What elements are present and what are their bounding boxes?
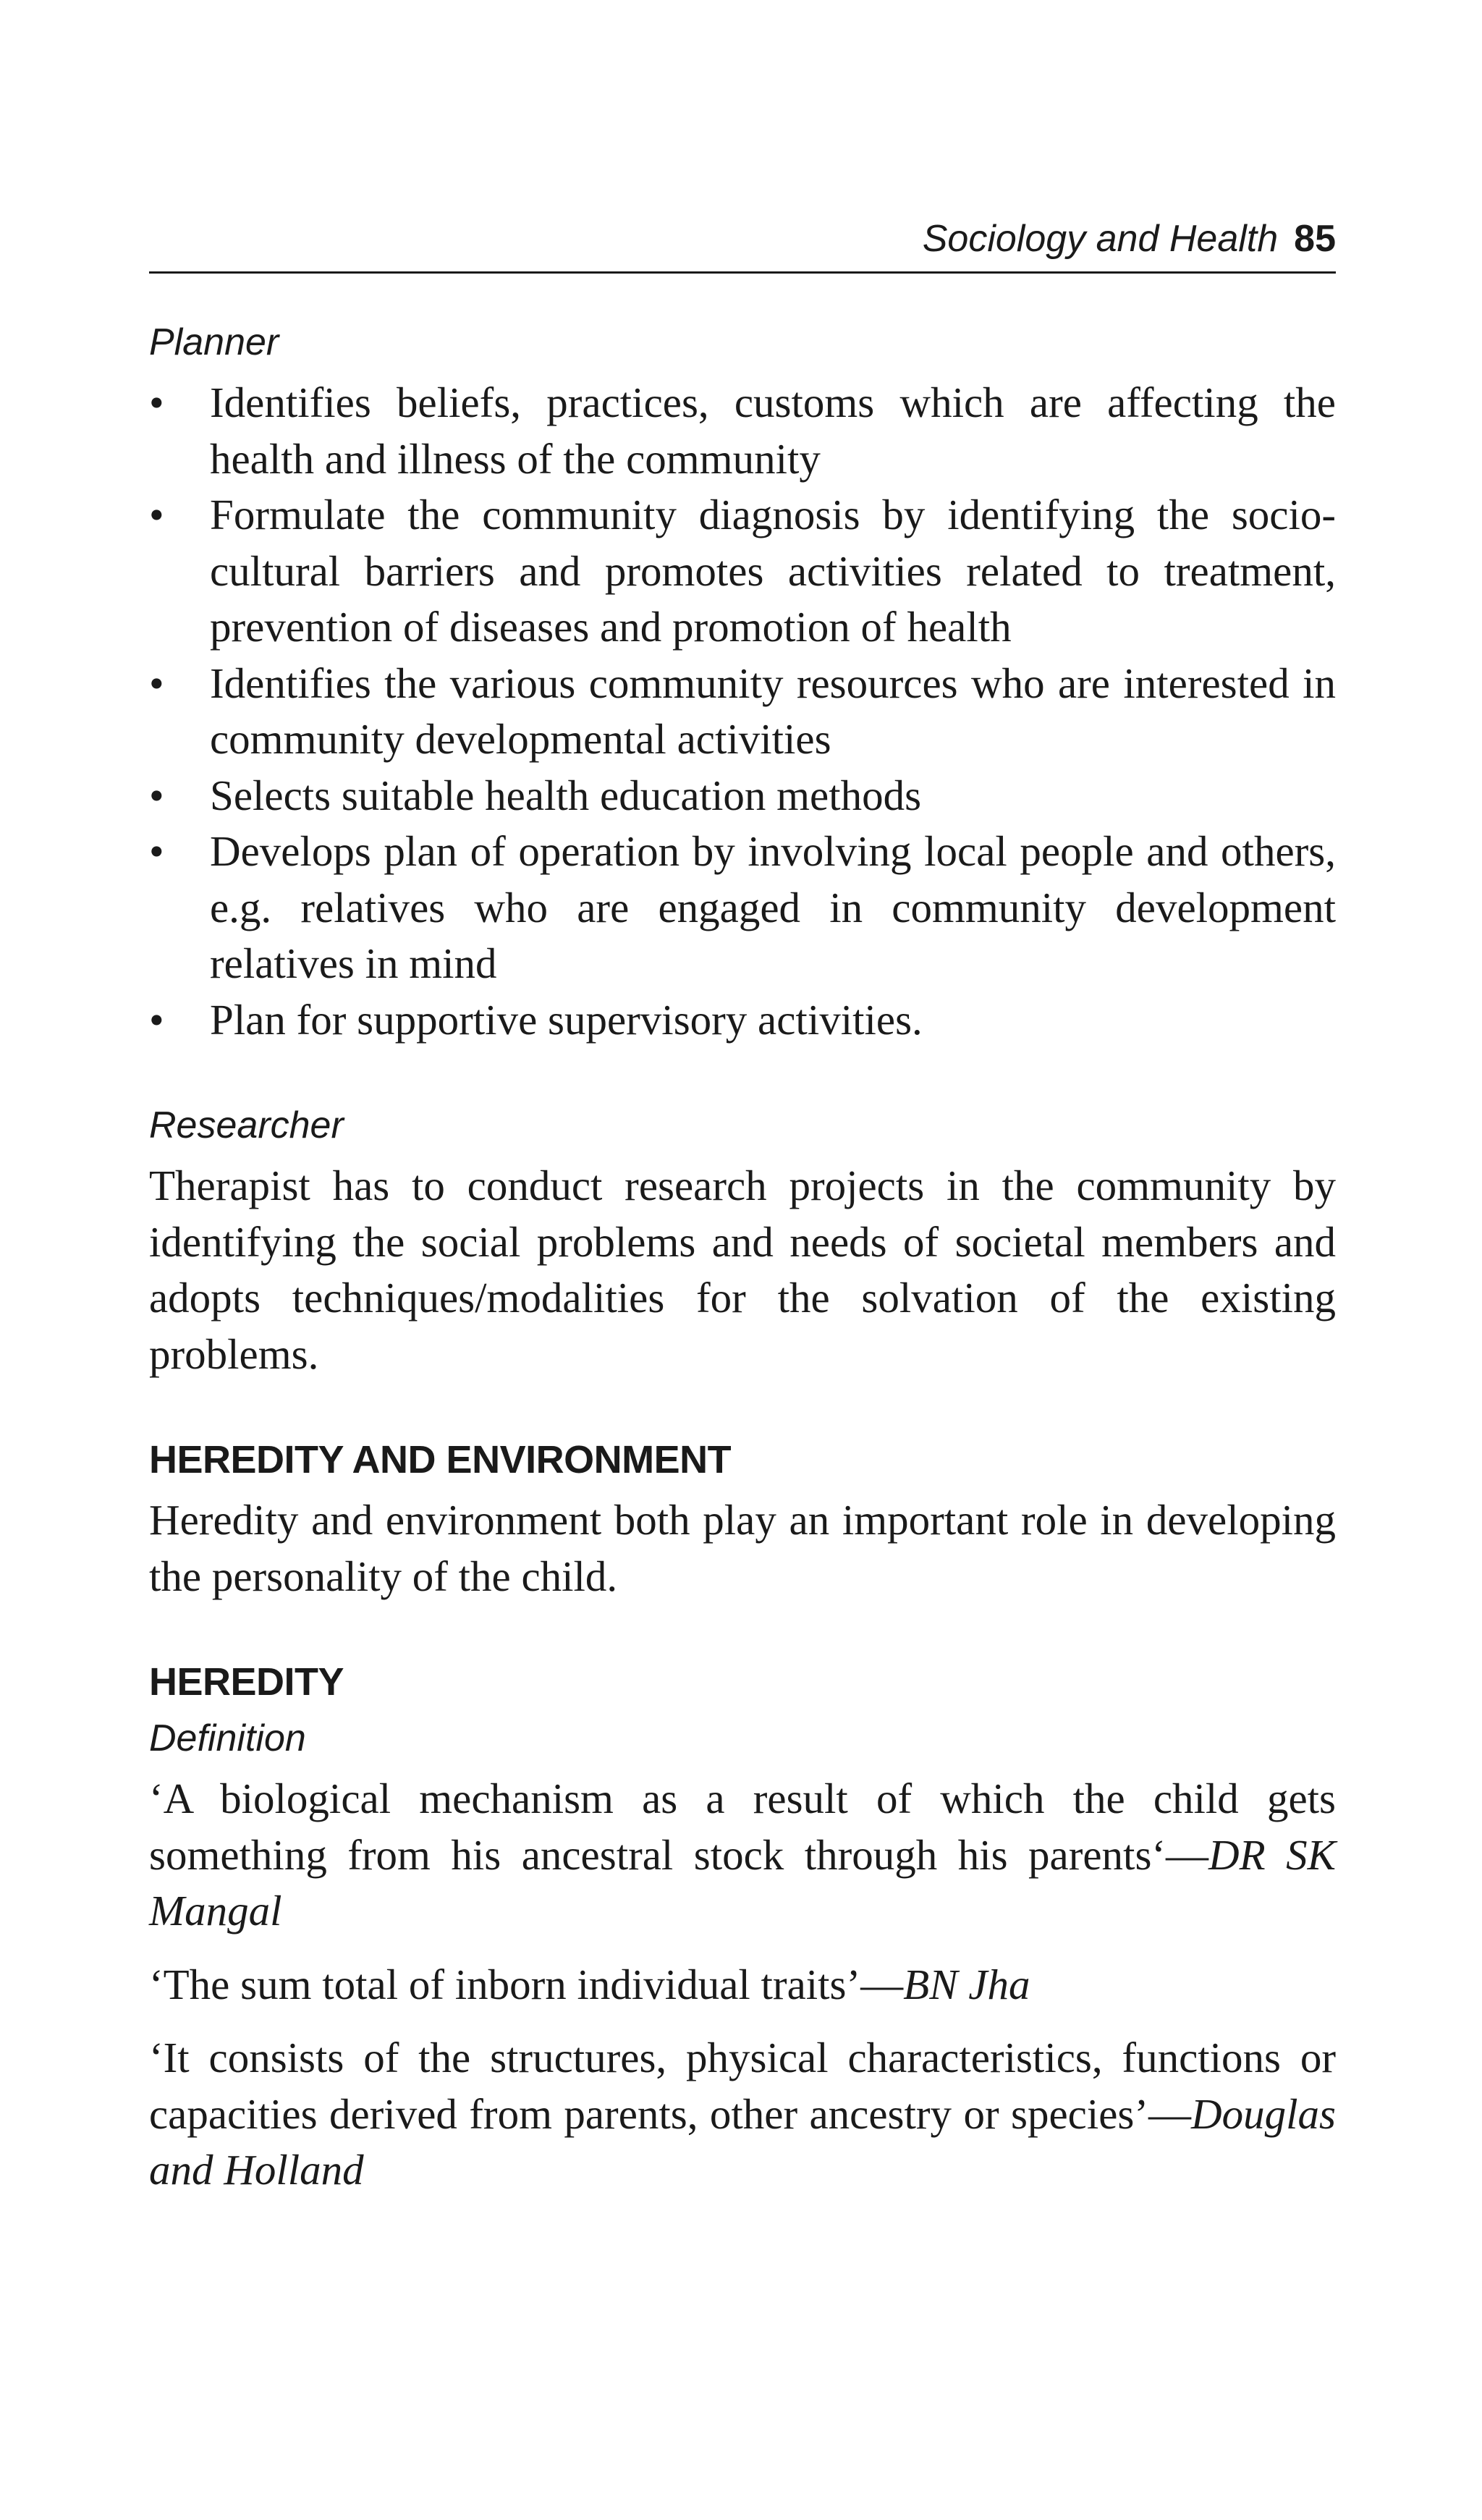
running-head-title: Sociology and Health	[922, 218, 1279, 260]
bullet-icon: •	[149, 995, 164, 1044]
heredity-environment-heading: HEREDITY AND ENVIRONMENT	[149, 1438, 732, 1481]
bullet-icon: •	[149, 827, 164, 875]
page-number: 85	[1294, 218, 1336, 260]
planner-heading: Planner	[149, 321, 279, 363]
heredity-heading: HEREDITY	[149, 1660, 344, 1704]
list-item-text: Formulate the community diagnosis by identifying the socio-cultural barriers and promotes activities related to treatment, prevention of diseases and promotion of health	[210, 491, 1336, 651]
bullet-icon: •	[149, 491, 164, 538]
list-item	[149, 656, 1336, 768]
definition-quote-2	[149, 1957, 1336, 2013]
bullet-icon: •	[149, 771, 164, 819]
list-item	[149, 487, 1336, 656]
quote-author: DR SK Mangal	[149, 1830, 1336, 1935]
quote-author: BN Jha	[903, 1960, 1030, 2008]
heredity-environment-paragraph: Heredity and environment both play an important role in developing the personality of the child.	[149, 1496, 1336, 1600]
bullet-icon: •	[149, 379, 164, 426]
researcher-heading: Researcher	[149, 1104, 344, 1146]
researcher-paragraph: Therapist has to conduct research projects in the community by identifying the social problems and needs of societal members and adopts techniques/modalities for the solvation of the existing problems.	[149, 1162, 1336, 1378]
quote-text: ‘The sum total of inborn individual traits’—	[149, 1960, 904, 2008]
quote-text: ‘A biological mechanism as a result of which the child gets something from his ancestral stock through his parents‘—	[149, 1775, 1336, 1879]
quote-text: ‘It consists of the structures, physical characteristics, functions or capacities derived from parents, other ancestry or species’—	[149, 2034, 1336, 2138]
list-item	[149, 824, 1336, 992]
list-item	[149, 992, 1336, 1049]
planner-list	[149, 375, 1336, 1048]
list-item-text: Selects suitable health education methods	[210, 771, 922, 819]
page-content	[149, 318, 1336, 2199]
list-item-text: Develops plan of operation by involving local people and others, e.g. relatives who are engaged in community development relatives in mind	[210, 827, 1336, 987]
definition-quote-1	[149, 1771, 1336, 1940]
list-item-text: Identifies the various community resources who are interested in community developmental activities	[210, 659, 1336, 763]
definition-quote-3	[149, 2030, 1336, 2199]
list-item	[149, 768, 1336, 824]
running-head	[149, 217, 1336, 274]
quote-author: Douglas and Holland	[149, 2089, 1336, 2194]
definition-heading: Definition	[149, 1717, 306, 1759]
bullet-icon: •	[149, 659, 164, 707]
list-item	[149, 375, 1336, 487]
list-item-text: Identifies beliefs, practices, customs which are affecting the health and illness of the community	[210, 379, 1336, 483]
list-item-text: Plan for supportive supervisory activities.	[210, 995, 923, 1044]
